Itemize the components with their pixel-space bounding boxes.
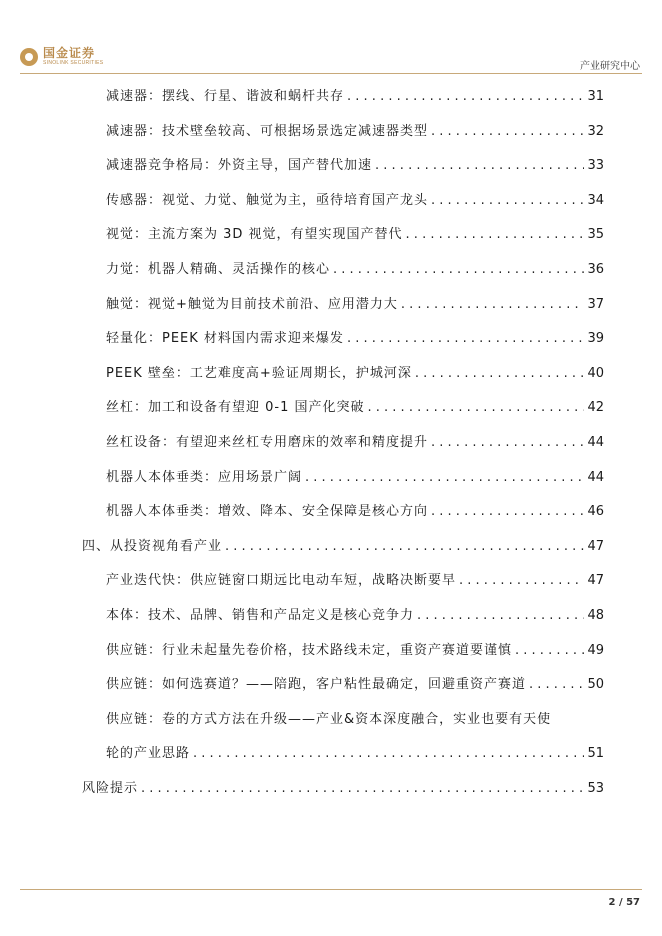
- toc-entry[interactable]: [82, 399, 604, 434]
- logo-en-text: SINOLINK SECURITIES: [43, 60, 104, 66]
- toc-entry[interactable]: [82, 711, 604, 746]
- toc-entry-title: 丝杠：加工和设备有望迎 0-1 国产化突破: [106, 400, 365, 416]
- toc-entry[interactable]: [82, 745, 604, 780]
- page-number: 2 / 57: [608, 897, 640, 908]
- toc-dot-leader: [431, 503, 584, 521]
- toc-entry[interactable]: [82, 261, 604, 296]
- toc-entry-title: 产业迭代快：供应链窗口期远比电动车短，战略决断要早: [106, 573, 457, 589]
- toc-entry-page: 49: [587, 642, 604, 658]
- toc-dot-leader: [415, 365, 585, 383]
- company-logo: [20, 47, 103, 66]
- toc-entry-title: 供应链：卷的方式方法在升级——产业&资本深度融合，实业也要有天使: [106, 711, 552, 727]
- toc-entry[interactable]: [82, 157, 604, 192]
- logo-mark-icon: [20, 48, 38, 66]
- toc-entry-title: 风险提示: [82, 780, 139, 796]
- toc-dot-leader: [193, 745, 584, 763]
- toc-entry-title: 本体：技术、品牌、销售和产品定义是核心竞争力: [106, 607, 415, 623]
- toc-dot-leader: [375, 157, 584, 175]
- footer-divider: [20, 889, 642, 890]
- toc-entry-page: 31: [587, 89, 604, 104]
- toc-entry[interactable]: [82, 503, 604, 538]
- toc-dot-leader: [431, 123, 584, 141]
- toc-entry-title: 减速器：摆线、行星、谐波和蜗杆共存: [106, 89, 345, 104]
- toc-entry-title: 四、从投资视角看产业: [82, 538, 223, 554]
- toc-entry[interactable]: [82, 676, 604, 711]
- toc-entry-page: 34: [587, 192, 604, 208]
- header-divider: [20, 73, 642, 74]
- toc-entry[interactable]: [82, 607, 604, 642]
- toc-entry-title: 触觉：视觉+触觉为目前技术前沿、应用潜力大: [106, 296, 398, 312]
- toc-entry-page: 39: [587, 331, 604, 347]
- toc-entry[interactable]: [82, 469, 604, 504]
- toc-entry-title: 轻量化：PEEK 材料国内需求迎来爆发: [106, 331, 344, 347]
- toc-entry-page: 44: [587, 469, 604, 485]
- toc-dot-leader: [431, 192, 584, 210]
- toc-dot-leader: [368, 399, 585, 417]
- toc-entry[interactable]: [82, 192, 604, 227]
- toc-entry-title: PEEK 壁垒：工艺难度高+验证周期长，护城河深: [106, 365, 412, 381]
- toc-entry-title: 机器人本体垂类：增效、降本、安全保障是核心方向: [106, 504, 429, 520]
- toc-dot-leader: [431, 434, 584, 452]
- toc-entry-title: 减速器：技术壁垒较高、可根据场景选定减速器类型: [106, 123, 429, 139]
- toc-entry-page: 53: [587, 780, 604, 796]
- toc-entry-title: 视觉：主流方案为 3D 视觉，有望实现国产替代: [106, 227, 403, 243]
- toc-entry[interactable]: [82, 226, 604, 261]
- toc-entry-page: 33: [587, 158, 604, 174]
- toc-entry[interactable]: [82, 365, 604, 400]
- toc-entry-title: 减速器竞争格局：外资主导，国产替代加速: [106, 158, 373, 174]
- toc-entry-title: 供应链：行业未起量先卷价格，技术路线未定，重资产赛道要谨慎: [106, 642, 513, 658]
- toc-dot-leader: [305, 469, 584, 487]
- page-header: [0, 0, 662, 80]
- toc-dot-leader: [347, 88, 584, 106]
- toc-entry-page: 51: [587, 746, 604, 762]
- toc-entry-page: 47: [587, 538, 604, 554]
- toc-entry[interactable]: [82, 88, 604, 123]
- toc-dot-leader: [141, 780, 584, 798]
- toc-entry[interactable]: [82, 572, 604, 607]
- toc-entry-page: 44: [587, 434, 604, 450]
- toc-entry-page: 46: [587, 504, 604, 520]
- toc-entry[interactable]: [82, 434, 604, 469]
- toc-entry[interactable]: [82, 296, 604, 331]
- toc-entry-page: 35: [587, 227, 604, 243]
- toc-entry-page: 32: [587, 123, 604, 139]
- toc-entry-title: 力觉：机器人精确、灵活操作的核心: [106, 261, 331, 277]
- toc-entry[interactable]: [82, 642, 604, 677]
- toc-entry-page: 47: [587, 573, 604, 589]
- toc-dot-leader: [406, 226, 585, 244]
- toc-entry-page: 40: [587, 365, 604, 381]
- toc-entry-title: 传感器：视觉、力觉、触觉为主，亟待培育国产龙头: [106, 192, 429, 208]
- toc-dot-leader: [529, 676, 584, 694]
- toc-dot-leader: [401, 296, 585, 314]
- table-of-contents: [82, 88, 604, 814]
- toc-entry-page: 37: [587, 296, 604, 312]
- header-department-label: 产业研究中心: [580, 61, 640, 72]
- toc-entry[interactable]: [82, 780, 604, 815]
- toc-entry-title: 丝杠设备：有望迎来丝杠专用磨床的效率和精度提升: [106, 434, 429, 450]
- toc-entry[interactable]: [82, 330, 604, 365]
- toc-entry-title: 轮的产业思路: [106, 746, 191, 762]
- toc-entry-page: 42: [587, 400, 604, 416]
- toc-entry-page: 36: [587, 261, 604, 277]
- toc-dot-leader: [347, 330, 585, 348]
- toc-entry-title: 供应链：如何选赛道？——陪跑，客户粘性最确定，回避重资产赛道: [106, 677, 527, 693]
- toc-entry-title: 机器人本体垂类：应用场景广阔: [106, 469, 303, 485]
- toc-entry[interactable]: [82, 538, 604, 573]
- toc-entry-page: 50: [587, 677, 604, 693]
- toc-dot-leader: [459, 572, 584, 590]
- toc-dot-leader: [333, 261, 584, 279]
- toc-entry[interactable]: [82, 123, 604, 158]
- toc-dot-leader: [225, 538, 584, 556]
- toc-dot-leader: [515, 642, 584, 660]
- toc-dot-leader: [417, 607, 584, 625]
- toc-entry-page: 48: [587, 607, 604, 623]
- logo-cn-text: 国金证券: [43, 46, 96, 60]
